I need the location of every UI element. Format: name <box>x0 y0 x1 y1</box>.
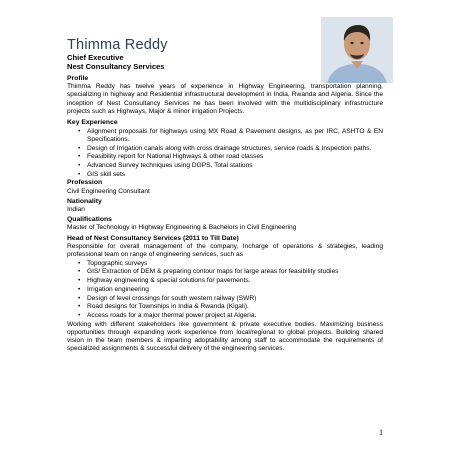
head-role-heading: Head of Nest Consultancy Services (2011 to Till Date) <box>67 234 239 242</box>
profile-text: Thimma Reddy has twelve years of experience in Highway Engineering, transportation planning, specializing in highway and Residential infrastructural development in India, Rwanda and Algeria. Since the inception of Nest Consultancy Services he has been involved with the multidisciplinary infrastructure projects such as Highways, Major & minor irrigation Projects. <box>67 83 383 115</box>
qualifications-heading: Qualifications <box>67 216 112 224</box>
head-role-closing: Working with different stakeholders like government & private executive bodies. Maximizing business opportunities through expanding work experience from local/regional to global projects. Building shared vision in the team members & imparting adoptability among staff to accommodate the requirements of specialized assignments & successful delivery of the engineering services. <box>67 320 383 353</box>
job-title: Chief Executive <box>67 53 124 62</box>
profession-heading: Profession <box>67 179 103 187</box>
list-item: • Design of Irrigation canals along with cross drainage structures, service roads & Inspection paths. <box>87 145 383 153</box>
nationality-heading: Nationality <box>67 197 102 205</box>
page-number: 1 <box>379 428 383 437</box>
list-item: • Road designs for Townships in India & Rwanda (Kigali). <box>87 303 383 311</box>
profession-text: Civil Engineering Consultant <box>67 187 150 195</box>
head-role-intro: Responsible for overall management of the company, Incharge of operations & strategies, leading professional team on range of engineering services, such as <box>67 242 383 259</box>
person-portrait-icon <box>321 17 393 83</box>
profile-heading: Profile <box>67 75 89 82</box>
list-item: • Topographic surveys <box>87 260 383 268</box>
list-item: • Advanced Survey techniques using DGPS, Total stations <box>87 162 383 170</box>
resume-body <box>67 75 383 354</box>
company-name: Nest Consultancy Services <box>67 62 165 71</box>
list-item: • GIS/ Extraction of DEM & preparing contour maps for large areas for feasibility studies <box>87 268 383 276</box>
list-item: • Feasibility report for National Highways & other road classes <box>87 153 383 161</box>
list-item: • Highway engineering & special solutions for pavements. <box>87 277 383 285</box>
list-item: • GIS skill sets <box>87 171 383 179</box>
list-item: • Irrigation engineering <box>87 286 383 294</box>
profile-photo <box>321 17 393 83</box>
key-experience-list <box>67 128 383 179</box>
list-item: • Design of level crossings for south western railway (SWR) <box>87 295 383 303</box>
key-experience-heading: Key Experience <box>67 119 118 127</box>
list-item: • Alignment proposals for highways using MX Road & Pavement designs, as per IRC, ASHTO & EN Specifications. <box>87 128 383 144</box>
services-list <box>67 260 383 320</box>
qualifications-text: Master of Technology in Highway Engineering & Bachelors in Civil Engineering <box>67 224 297 232</box>
person-name: Thimma Reddy <box>67 37 168 53</box>
list-item: • Access roads for a major thermal power project at Algeria. <box>87 312 383 320</box>
nationality-text: Indian <box>67 206 85 214</box>
